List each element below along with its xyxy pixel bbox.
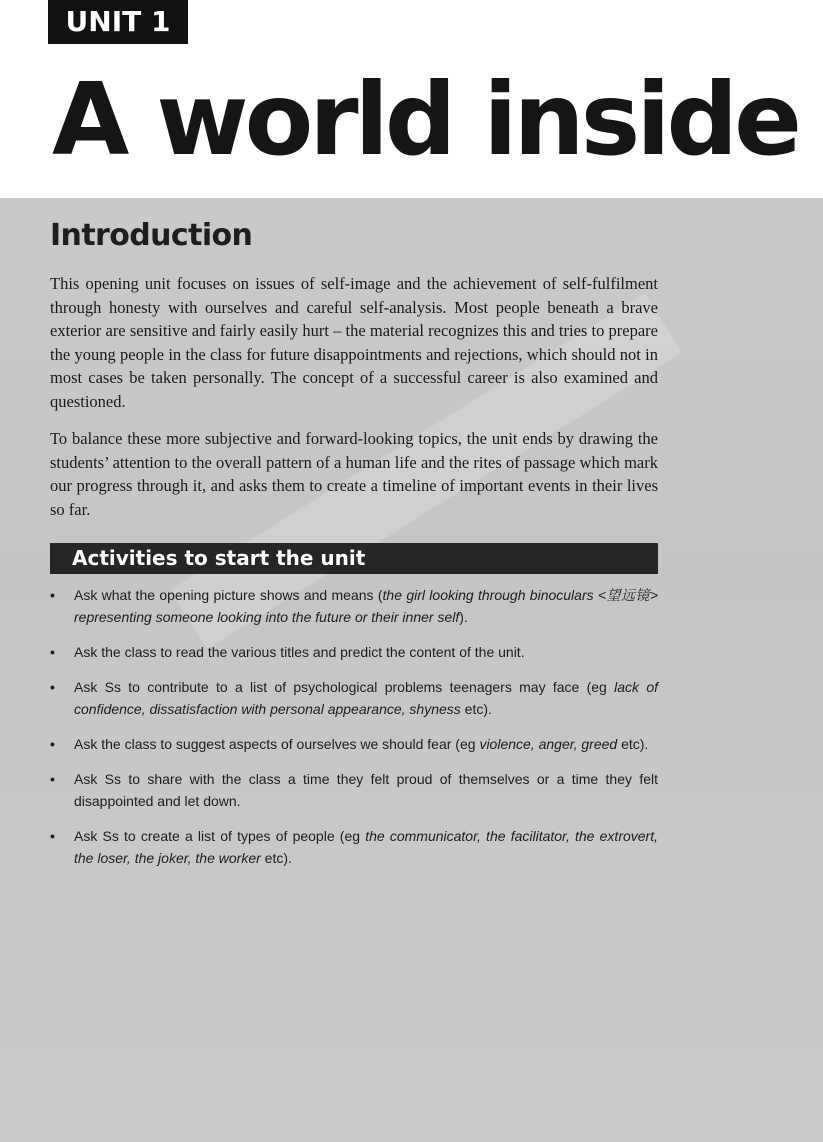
bullet-icon: • <box>50 771 55 787</box>
activity-text: Ask Ss to contribute to a list of psychological problems teenagers may face (eg <box>74 679 615 695</box>
bullet-icon: • <box>50 828 55 844</box>
introduction-paragraph-2: To balance these more subjective and forward-looking topics, the unit ends by drawing the students’ attention to the overall pattern of a human life and the rites of passage which mark our progress through it, and asks them to create a timeline of important events in their lives so far. <box>50 429 658 519</box>
activity-text-end: ). <box>459 609 468 625</box>
bullet-icon: • <box>50 736 55 752</box>
content-column <box>50 212 658 882</box>
unit-badge: UNIT 1 <box>48 0 188 44</box>
activity-example: lack of confidence, dissatisfaction with personal appearance, shyness <box>74 679 658 717</box>
introduction-heading: Introduction <box>50 218 253 253</box>
page-header-area <box>0 0 823 198</box>
activities-heading-bar <box>50 543 658 574</box>
bullet-icon: • <box>50 679 55 695</box>
activity-text: Ask Ss to share with the class a time they felt proud of themselves or a time they felt disappointed and let down. <box>74 771 658 809</box>
activity-example: the girl looking through binoculars <望远镜> representing someone looking into the future or their inner self <box>74 587 659 625</box>
introduction-paragraph-1: This opening unit focuses on issues of self-image and the achievement of self-fulfilment through honesty with ourselves and careful self-analysis. Most people beneath a brave exterior are sensitive and fairly easily hurt – the material recognizes this and tries to prepare the young people in the class for future disappointments and rejections, which should not in most cases be taken personally. The concept of a successful career is also examined and questioned. <box>50 274 658 411</box>
activity-text: Ask Ss to create a list of types of people (eg <box>74 828 366 844</box>
activity-text: Ask the class to read the various titles and predict the content of the unit. <box>74 644 525 660</box>
activity-text-end: etc). <box>460 701 492 717</box>
activity-item <box>50 641 658 663</box>
activity-example: violence, anger, greed <box>479 736 618 752</box>
activity-text: Ask what the opening picture shows and means ( <box>74 587 383 603</box>
activity-example: the communicator, the facilitator, the extrovert, the loser, the joker, the worker <box>74 828 658 866</box>
activities-list <box>50 584 658 869</box>
activity-item <box>50 768 658 812</box>
activity-item <box>50 584 658 628</box>
activity-text-end: etc). <box>260 850 292 866</box>
activity-item <box>50 825 658 869</box>
activity-item <box>50 676 658 720</box>
page-title: A world inside <box>52 61 798 178</box>
bullet-icon: • <box>50 644 55 660</box>
activity-text-end: etc). <box>617 736 649 752</box>
activities-heading: Activities to start the unit <box>72 546 366 570</box>
activity-item <box>50 733 658 755</box>
activity-text: Ask the class to suggest aspects of ourselves we should fear (eg <box>74 736 480 752</box>
bullet-icon: • <box>50 587 55 603</box>
